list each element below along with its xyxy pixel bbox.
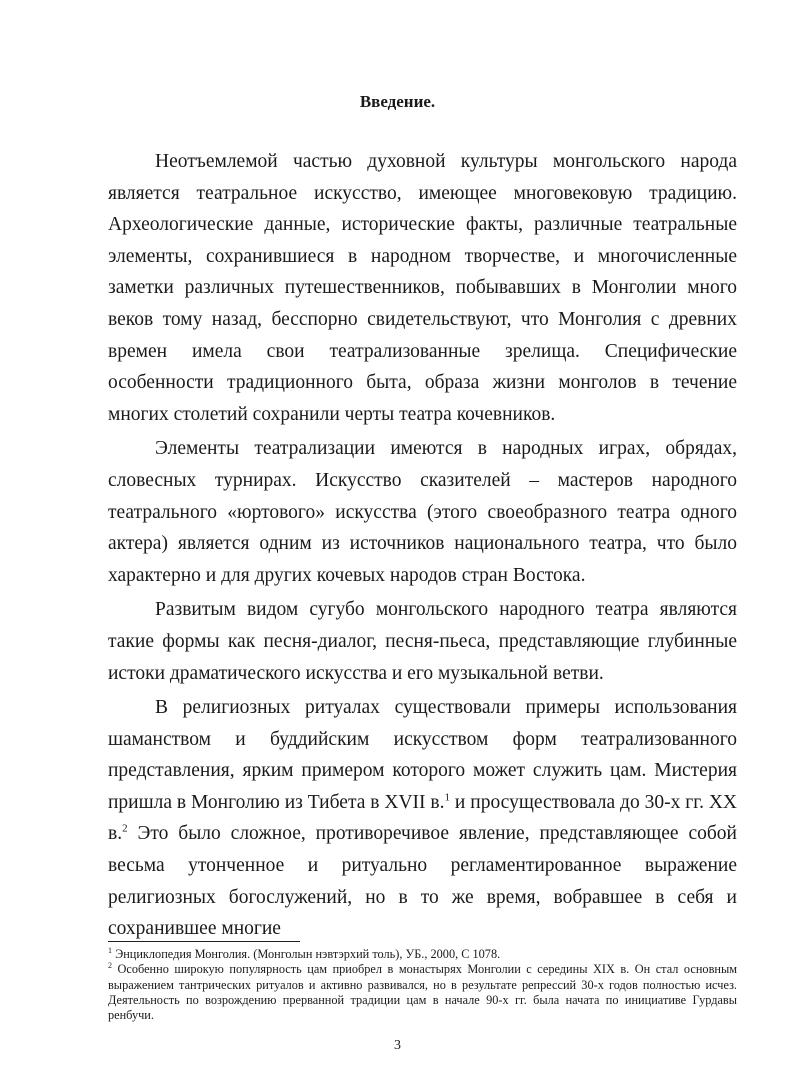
footnotes	[108, 947, 737, 1023]
page-number: 3	[394, 1038, 401, 1053]
paragraph-text: Это было сложное, противоречивое явление, представляющее собой весьма утонченное и ритуально регламентированное выражение религиозных богослужений, но в то же время, вобравшее в себя и сохранившее многие	[108, 823, 737, 940]
main-text	[108, 146, 737, 948]
footnote	[108, 947, 737, 962]
paragraph	[108, 692, 737, 945]
footnote-marker: 2	[108, 961, 112, 971]
paragraph-text: и просуществовала до 30-х гг. XX в.	[108, 791, 738, 845]
footnote	[108, 962, 737, 1023]
paragraph: Развитым видом сугубо монгольского народного театра являются такие формы как песня-диалог, песня-пьеса, представляющие глубинные истоки драматического искусства и его музыкальной ветви.	[108, 599, 737, 684]
footnote-text: Энциклопедия Монголия. (Монголын нэвтэрхий толь), УБ., 2000, С 1078.	[112, 947, 501, 961]
paragraph-text: В религиозных ритуалах существовали примеры использования шаманством и буддийским искусством форм театрализованного представления, ярким примером которого может служить цам. Мистерия пришла в Монголию из Тибета в XVII в.	[108, 697, 737, 813]
footnote-reference: 2	[122, 822, 128, 835]
footnote-reference: 1	[444, 791, 451, 804]
page-title: Введение.	[359, 92, 436, 111]
footnote-text: Особенно широкую популярность цам приобрел в монастырях Монголии с середины XIX в. Он стал основным выражением тантрических ритуалов и активно развивался, но в результате репрессий 30-х годов полностью исчез. Деятельность по возрождению прерванной традиции цам в начале 90-х гг. была начата по инициативе Гурдавы ренбучи.	[108, 962, 737, 1023]
footnote-marker: 1	[108, 945, 112, 955]
paragraph: Элементы театрализации имеются в народных играх, обрядах, словесных турнирах. Искусство сказителей – мастеров народного театрального «юртового» искусства (этого своеобразного театра одного актера) является одним из источников национального театра, что было характерно и для других кочевых народов стран Востока.	[108, 438, 737, 586]
paragraph: Неотъемлемой частью духовной культуры монгольского народа является театральное искусство, имеющее многовековую традицию. Археологические данные, исторические факты, различные театральные элементы, сохранившиеся в народном творчестве, и многочисленные заметки различных путешественников, побывавших в Монголии много веков тому назад, бесспорно свидетельствуют, что Монголия с древних времен имела свои театрализованные зрелища. Специфические особенности традиционного быта, образа жизни монголов в течение многих столетий сохранили черты театра кочевников.	[108, 151, 737, 425]
footnote-divider	[108, 941, 300, 942]
